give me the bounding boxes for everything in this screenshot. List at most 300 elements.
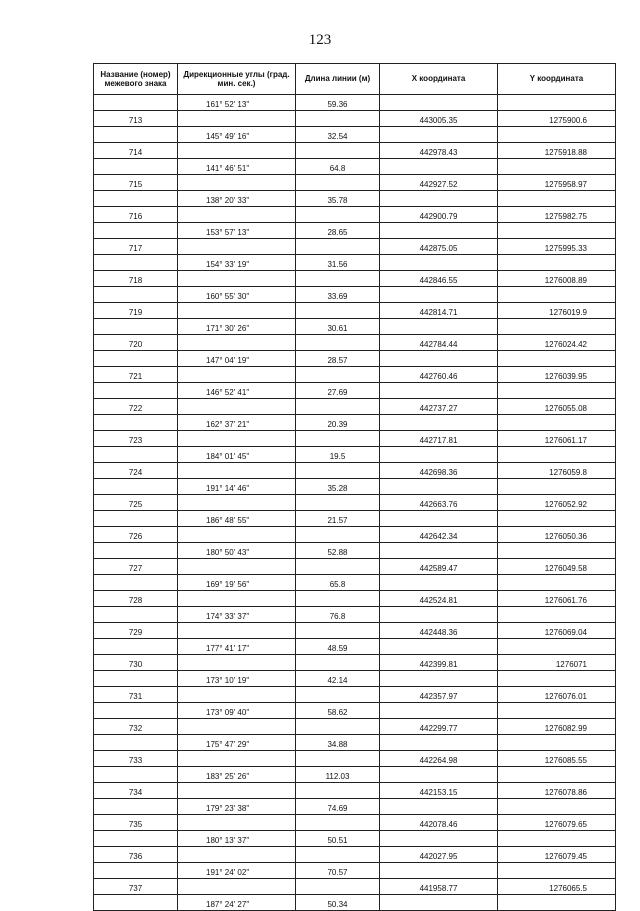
cell-name: 725 (94, 495, 178, 511)
cell-y (498, 735, 616, 751)
table-row (94, 255, 616, 271)
cell-x (380, 575, 498, 591)
cell-name (94, 127, 178, 143)
cell-y (498, 191, 616, 207)
cell-length (296, 623, 380, 639)
cell-length: 31.56 (296, 255, 380, 271)
cell-angle (178, 367, 296, 383)
cell-y: 1276076.01 (498, 687, 616, 703)
cell-length (296, 431, 380, 447)
table-row (94, 463, 616, 479)
cell-name (94, 575, 178, 591)
cell-angle (178, 239, 296, 255)
cell-name: 733 (94, 751, 178, 767)
cell-y: 1276019.9 (498, 303, 616, 319)
cell-x: 442717.81 (380, 431, 498, 447)
cell-length (296, 879, 380, 895)
cell-x: 442153.15 (380, 783, 498, 799)
cell-angle: 147° 04' 19" (178, 351, 296, 367)
cell-name: 736 (94, 847, 178, 863)
cell-angle: 173° 09' 40" (178, 703, 296, 719)
cell-angle (178, 783, 296, 799)
cell-y (498, 255, 616, 271)
cell-length: 58.62 (296, 703, 380, 719)
cell-name: 717 (94, 239, 178, 255)
cell-name (94, 159, 178, 175)
cell-x: 442900.79 (380, 207, 498, 223)
table-row (94, 303, 616, 319)
cell-y (498, 127, 616, 143)
cell-angle (178, 495, 296, 511)
cell-x (380, 383, 498, 399)
cell-angle (178, 431, 296, 447)
cell-angle (178, 879, 296, 895)
cell-x (380, 799, 498, 815)
cell-name (94, 415, 178, 431)
cell-angle: 191° 14' 46" (178, 479, 296, 495)
cell-angle: 169° 19' 56" (178, 575, 296, 591)
cell-y: 1276069.04 (498, 623, 616, 639)
cell-y: 1276079.65 (498, 815, 616, 831)
page-number: 123 (308, 32, 332, 48)
cell-length: 50.34 (296, 895, 380, 911)
cell-x: 441958.77 (380, 879, 498, 895)
cell-x (380, 191, 498, 207)
cell-name (94, 383, 178, 399)
cell-y (498, 863, 616, 879)
cell-name (94, 319, 178, 335)
cell-length: 34.88 (296, 735, 380, 751)
table-row (94, 575, 616, 591)
cell-name: 728 (94, 591, 178, 607)
table-row (94, 319, 616, 335)
cell-x (380, 479, 498, 495)
table-row (94, 719, 616, 735)
cell-length (296, 175, 380, 191)
cell-y: 1276065.5 (498, 879, 616, 895)
cell-angle: 191° 24' 02" (178, 863, 296, 879)
cell-angle: 141° 46' 51" (178, 159, 296, 175)
cell-x: 442524.81 (380, 591, 498, 607)
cell-angle (178, 463, 296, 479)
cell-y: 1275918.88 (498, 143, 616, 159)
table-header-row (94, 64, 616, 95)
table-row (94, 383, 616, 399)
cell-x: 442299.77 (380, 719, 498, 735)
cell-name (94, 447, 178, 463)
cell-length: 50.51 (296, 831, 380, 847)
table-row (94, 399, 616, 415)
cell-y: 1275958.97 (498, 175, 616, 191)
cell-y (498, 767, 616, 783)
cell-x: 442399.81 (380, 655, 498, 671)
table-row (94, 671, 616, 687)
cell-x: 443005.35 (380, 111, 498, 127)
cell-name: 731 (94, 687, 178, 703)
cell-x (380, 415, 498, 431)
cell-y (498, 383, 616, 399)
cell-y: 1276059.8 (498, 463, 616, 479)
cell-angle: 161° 52' 13" (178, 95, 296, 111)
cell-y: 1276079.45 (498, 847, 616, 863)
cell-length (296, 559, 380, 575)
table-row (94, 335, 616, 351)
cell-length: 28.57 (296, 351, 380, 367)
cell-y (498, 511, 616, 527)
table-row (94, 511, 616, 527)
cell-length: 30.61 (296, 319, 380, 335)
cell-name: 716 (94, 207, 178, 223)
cell-length: 74.69 (296, 799, 380, 815)
table-row (94, 639, 616, 655)
cell-x: 442589.47 (380, 559, 498, 575)
cell-y: 1276078.86 (498, 783, 616, 799)
cell-length: 42.14 (296, 671, 380, 687)
header-angle: Дирекционные углы (град. мин. сек.) (178, 64, 296, 95)
cell-y (498, 671, 616, 687)
cell-name (94, 767, 178, 783)
cell-name: 714 (94, 143, 178, 159)
cell-length: 35.28 (296, 479, 380, 495)
cell-y: 1276039.95 (498, 367, 616, 383)
table-row (94, 543, 616, 559)
cell-x (380, 863, 498, 879)
cell-angle: 160° 55' 30" (178, 287, 296, 303)
table-row (94, 223, 616, 239)
cell-x (380, 543, 498, 559)
cell-x (380, 287, 498, 303)
cell-length (296, 399, 380, 415)
cell-y: 1275900.6 (498, 111, 616, 127)
cell-x (380, 895, 498, 911)
table-row (94, 783, 616, 799)
cell-name (94, 255, 178, 271)
cell-name: 723 (94, 431, 178, 447)
cell-angle (178, 847, 296, 863)
cell-length (296, 367, 380, 383)
cell-name (94, 735, 178, 751)
cell-name: 737 (94, 879, 178, 895)
cell-y (498, 223, 616, 239)
cell-y: 1276055.08 (498, 399, 616, 415)
cell-name (94, 671, 178, 687)
cell-x (380, 319, 498, 335)
cell-name (94, 639, 178, 655)
cell-length: 76.8 (296, 607, 380, 623)
table-row (94, 207, 616, 223)
cell-angle: 183° 25' 26" (178, 767, 296, 783)
table-row (94, 431, 616, 447)
cell-length: 19.5 (296, 447, 380, 463)
cell-angle (178, 335, 296, 351)
table-row (94, 95, 616, 111)
cell-name: 732 (94, 719, 178, 735)
cell-y (498, 543, 616, 559)
cell-name: 720 (94, 335, 178, 351)
cell-length (296, 815, 380, 831)
cell-x (380, 255, 498, 271)
cell-x: 442027.95 (380, 847, 498, 863)
cell-length: 21.57 (296, 511, 380, 527)
cell-angle: 187° 24' 27" (178, 895, 296, 911)
cell-y: 1276008.89 (498, 271, 616, 287)
table-row (94, 495, 616, 511)
cell-length: 64.8 (296, 159, 380, 175)
cell-angle: 180° 50' 43" (178, 543, 296, 559)
cell-y (498, 575, 616, 591)
table-row (94, 271, 616, 287)
cell-x (380, 671, 498, 687)
cell-x (380, 607, 498, 623)
cell-x: 442264.98 (380, 751, 498, 767)
header-name: Название (номер) межевого знака (94, 64, 178, 95)
cell-x (380, 767, 498, 783)
table-row (94, 607, 616, 623)
cell-x (380, 159, 498, 175)
cell-y: 1275995.33 (498, 239, 616, 255)
table-row (94, 751, 616, 767)
cell-angle (178, 751, 296, 767)
cell-y: 1276085.55 (498, 751, 616, 767)
cell-length: 59.36 (296, 95, 380, 111)
cell-x: 442698.36 (380, 463, 498, 479)
cell-angle: 138° 20' 33" (178, 191, 296, 207)
table-row (94, 703, 616, 719)
cell-angle (178, 303, 296, 319)
cell-angle: 177° 41' 17" (178, 639, 296, 655)
cell-length (296, 271, 380, 287)
table-row (94, 655, 616, 671)
cell-y (498, 159, 616, 175)
cell-name: 727 (94, 559, 178, 575)
cell-length: 112.03 (296, 767, 380, 783)
cell-name: 734 (94, 783, 178, 799)
cell-y: 1275982.75 (498, 207, 616, 223)
cell-length: 70.57 (296, 863, 380, 879)
cell-y (498, 639, 616, 655)
table-row (94, 367, 616, 383)
cell-length: 52.88 (296, 543, 380, 559)
cell-x (380, 511, 498, 527)
cell-length (296, 335, 380, 351)
table-row (94, 159, 616, 175)
cell-length: 32.54 (296, 127, 380, 143)
cell-name (94, 351, 178, 367)
cell-y (498, 479, 616, 495)
cell-x (380, 351, 498, 367)
cell-x: 442784.44 (380, 335, 498, 351)
cell-angle (178, 815, 296, 831)
cell-name: 735 (94, 815, 178, 831)
table-row (94, 815, 616, 831)
cell-angle (178, 143, 296, 159)
cell-angle: 145° 49' 16" (178, 127, 296, 143)
cell-length (296, 111, 380, 127)
cell-name (94, 543, 178, 559)
cell-y (498, 447, 616, 463)
cell-x: 442448.36 (380, 623, 498, 639)
table-row (94, 623, 616, 639)
table-row (94, 111, 616, 127)
cell-angle (178, 207, 296, 223)
cell-y: 1276061.76 (498, 591, 616, 607)
cell-y (498, 287, 616, 303)
cell-name (94, 95, 178, 111)
cell-x: 442357.97 (380, 687, 498, 703)
cell-name: 715 (94, 175, 178, 191)
table-row (94, 127, 616, 143)
cell-length (296, 207, 380, 223)
cell-y (498, 799, 616, 815)
cell-length: 28.65 (296, 223, 380, 239)
cell-length: 33.69 (296, 287, 380, 303)
table-row (94, 591, 616, 607)
cell-angle: 154° 33' 19" (178, 255, 296, 271)
cell-x: 442642.34 (380, 527, 498, 543)
table-row (94, 799, 616, 815)
cell-y: 1276050.36 (498, 527, 616, 543)
table-row (94, 479, 616, 495)
cell-angle: 171° 30' 26" (178, 319, 296, 335)
cell-y: 1276071 (498, 655, 616, 671)
cell-y: 1276061.17 (498, 431, 616, 447)
cell-x: 442978.43 (380, 143, 498, 159)
cell-name: 713 (94, 111, 178, 127)
cell-x (380, 447, 498, 463)
cell-angle: 186° 48' 55" (178, 511, 296, 527)
cell-name (94, 223, 178, 239)
cell-name: 730 (94, 655, 178, 671)
cell-length (296, 655, 380, 671)
cell-x: 442927.52 (380, 175, 498, 191)
cell-x: 442663.76 (380, 495, 498, 511)
cell-name (94, 895, 178, 911)
table-row (94, 351, 616, 367)
cell-y (498, 351, 616, 367)
cell-angle: 180° 13' 37" (178, 831, 296, 847)
table-row (94, 175, 616, 191)
cell-angle: 179° 23' 38" (178, 799, 296, 815)
cell-angle (178, 399, 296, 415)
cell-length (296, 719, 380, 735)
cell-x (380, 639, 498, 655)
cell-angle (178, 175, 296, 191)
cell-name: 722 (94, 399, 178, 415)
cell-y (498, 415, 616, 431)
cell-length (296, 847, 380, 863)
cell-y (498, 831, 616, 847)
cell-length: 20.39 (296, 415, 380, 431)
cell-name: 721 (94, 367, 178, 383)
cell-name (94, 607, 178, 623)
cell-angle: 184° 01' 45" (178, 447, 296, 463)
cell-name: 724 (94, 463, 178, 479)
cell-length (296, 239, 380, 255)
table-row (94, 287, 616, 303)
cell-name (94, 191, 178, 207)
table-row (94, 527, 616, 543)
cell-name (94, 799, 178, 815)
cell-angle (178, 527, 296, 543)
table-row (94, 143, 616, 159)
table-row (94, 239, 616, 255)
cell-angle (178, 687, 296, 703)
cell-y: 1276024.42 (498, 335, 616, 351)
cell-length: 35.78 (296, 191, 380, 207)
cell-angle: 146° 52' 41" (178, 383, 296, 399)
cell-name (94, 831, 178, 847)
cell-length (296, 495, 380, 511)
table-row (94, 831, 616, 847)
table-row (94, 415, 616, 431)
cell-length (296, 783, 380, 799)
cell-x: 442737.27 (380, 399, 498, 415)
cell-angle: 173° 10' 19" (178, 671, 296, 687)
cell-name (94, 863, 178, 879)
cell-length (296, 527, 380, 543)
table-row (94, 447, 616, 463)
cell-angle (178, 559, 296, 575)
cell-length: 48.59 (296, 639, 380, 655)
cell-y (498, 95, 616, 111)
cell-angle: 153° 57' 13" (178, 223, 296, 239)
cell-name: 729 (94, 623, 178, 639)
cell-x: 442875.05 (380, 239, 498, 255)
table-row (94, 767, 616, 783)
cell-x (380, 223, 498, 239)
table-row (94, 191, 616, 207)
cell-length (296, 687, 380, 703)
cell-angle (178, 623, 296, 639)
cell-angle (178, 719, 296, 735)
coordinates-table (93, 63, 616, 911)
cell-angle: 175° 47' 29" (178, 735, 296, 751)
cell-length: 65.8 (296, 575, 380, 591)
cell-y (498, 607, 616, 623)
cell-length (296, 751, 380, 767)
header-length: Длина линии (м) (296, 64, 380, 95)
cell-x (380, 127, 498, 143)
table-row (94, 735, 616, 751)
cell-x (380, 703, 498, 719)
cell-y (498, 895, 616, 911)
cell-length: 27.69 (296, 383, 380, 399)
cell-length (296, 463, 380, 479)
cell-name: 719 (94, 303, 178, 319)
table-row (94, 847, 616, 863)
header-x: X координата (380, 64, 498, 95)
cell-x: 442846.55 (380, 271, 498, 287)
cell-y: 1276049.58 (498, 559, 616, 575)
cell-angle: 162° 37' 21" (178, 415, 296, 431)
cell-y: 1276052.92 (498, 495, 616, 511)
header-y: Y координата (498, 64, 616, 95)
cell-length (296, 591, 380, 607)
cell-angle (178, 111, 296, 127)
cell-y (498, 703, 616, 719)
cell-name (94, 479, 178, 495)
cell-x (380, 95, 498, 111)
table-row (94, 879, 616, 895)
cell-name (94, 287, 178, 303)
cell-y: 1276082.99 (498, 719, 616, 735)
cell-name: 726 (94, 527, 178, 543)
table-row (94, 863, 616, 879)
cell-name (94, 511, 178, 527)
cell-length (296, 303, 380, 319)
cell-angle (178, 271, 296, 287)
table-row (94, 687, 616, 703)
